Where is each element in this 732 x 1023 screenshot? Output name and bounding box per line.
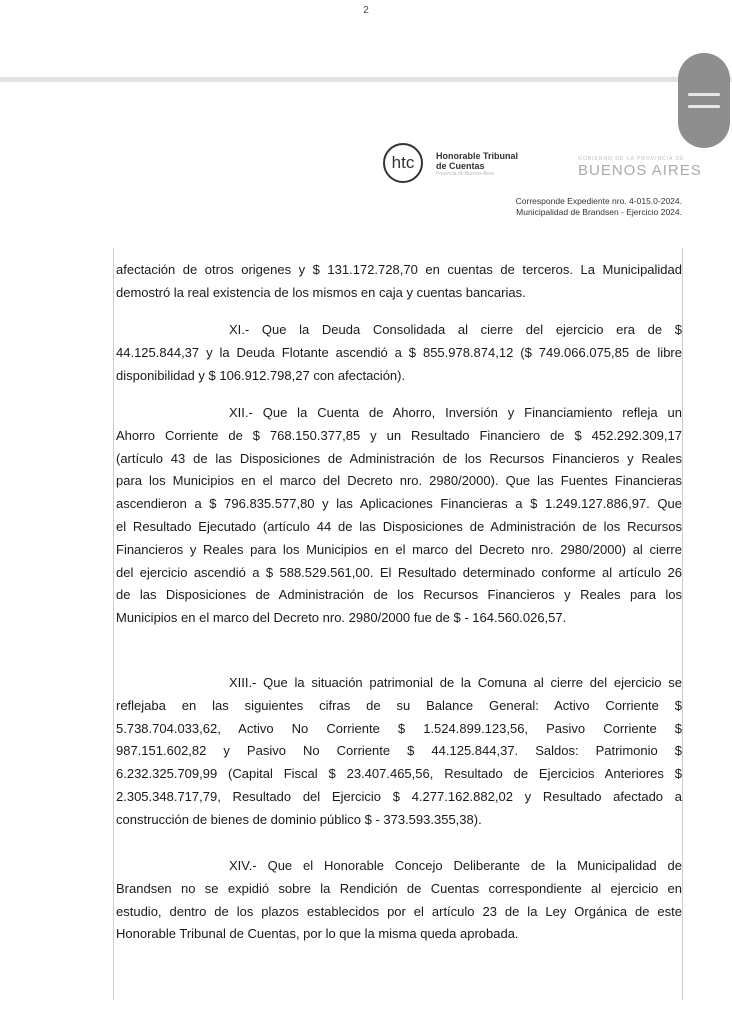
text-line: 6.232.325.709,99 (Capital Fiscal $ 23.407.465,56, Resultado de Ejercicios Anteriores $: [116, 766, 682, 782]
org-subtitle: Provincia de Buenos Aires: [436, 171, 495, 177]
text-line: XIV.- Que el Honorable Concejo Deliberante de la Municipalidad de: [229, 858, 682, 873]
text-line: Financieros y Reales para los Municipios en el marco del Decreto nro. 2980/2000) al cierre: [116, 541, 682, 557]
paragraph: [116, 319, 682, 387]
page-number: 2: [363, 5, 369, 16]
handle-grip-icon: [688, 93, 720, 96]
page-divider: [0, 77, 732, 82]
text-line: XIII.- Que la situación patrimonial de la Comuna al cierre del ejercicio se: [229, 675, 682, 690]
htc-logo-icon: htc: [383, 143, 423, 183]
handle-grip-icon: [688, 105, 720, 108]
text-line: Ahorro Corriente de $ 768.150.377,85 y un Resultado Financiero de $ 452.292.309,17: [116, 427, 682, 443]
text-line: (artículo 43 de las Disposiciones de Administración de los Recursos Financieros y Reales: [116, 450, 682, 466]
text-line: ascendieron a $ 796.835.577,80 y las Aplicaciones Financieras a $ 1.249.127.886,97. Que: [116, 496, 682, 512]
org-name: Honorable Tribunal de Cuentas: [436, 151, 519, 171]
text-line: Honorable Tribunal de Cuentas, por lo que la misma queda aprobada.: [116, 926, 519, 942]
file-reference: [516, 196, 682, 218]
text-line: estudio, dentro de los plazos establecidos por el artículo 23 de la Ley Orgánica de este: [116, 903, 682, 919]
text-line: XI.- Que la Deuda Consolidada al cierre del ejercicio era de $: [229, 322, 682, 337]
gov-small-text: GOBIERNO DE LA PROVINCIA DE: [578, 156, 685, 162]
paragraph: [116, 259, 682, 305]
gov-name: BUENOS AIRES: [578, 162, 702, 179]
margin-line-right: [682, 248, 683, 1000]
text-line: afectación de otros origenes y $ 131.172.728,70 en cuentas de terceros. La Municipalidad: [116, 262, 682, 277]
ref-line: Corresponde Expediente nro. 4-015.0-2024.: [515, 196, 682, 206]
text-line: Municipios en el marco del Decreto nro. 2980/2000 fue de $ - 164.560.026,57.: [116, 610, 567, 626]
margin-line-left: [113, 248, 114, 1000]
text-line: Brandsen no se expidió sobre la Rendición de Cuentas correspondiente al ejercicio en: [116, 880, 682, 896]
scroll-handle[interactable]: [678, 53, 730, 148]
paragraph: [116, 855, 682, 946]
text-line: reflejaba en las siguientes cifras de su Balance General: Activo Corriente $: [116, 697, 682, 713]
text-line: disponibilidad y $ 106.912.798,27 con afectación).: [116, 367, 406, 383]
text-line: 44.125.844,37 y la Deuda Flotante ascendió a $ 855.978.874,12 ($ 749.066.075,85 de libre: [116, 344, 682, 360]
ref-line: Municipalidad de Brandsen - Ejercicio 2024.: [516, 207, 682, 217]
text-line: 2.305.348.717,79, Resultado del Ejercicio $ 4.277.162.882,02 y Resultado afectado a: [116, 788, 682, 804]
text-line: de las Disposiciones de Administración de los Recursos Financieros y Reales para los: [116, 587, 682, 603]
text-line: XII.- Que la Cuenta de Ahorro, Inversión y Financiamiento refleja un: [229, 405, 682, 420]
text-line: el Resultado Ejecutado (artículo 44 de las Disposiciones de Administración de los Recursos: [116, 518, 682, 534]
text-line: del ejercicio ascendió a $ 588.529.561,00. El Resultado determinado conforme al artículo 26: [116, 564, 682, 580]
text-line: 987.151.602,82 y Pasivo No Corriente $ 44.125.844,37. Saldos: Patrimonio $: [116, 743, 682, 759]
text-line: construcción de bienes de dominio público $ - 373.593.355,38).: [116, 811, 482, 827]
text-line: para los Municipios en el marco del Decreto nro. 2980/2000). Que las Fuentes Financieras: [116, 473, 682, 489]
text-line: demostró la real existencia de los mismos en caja y cuentas bancarias.: [116, 284, 526, 300]
paragraph: [116, 402, 682, 630]
text-line: 5.738.704.033,62, Activo No Corriente $ 1.524.899.123,56, Pasivo Corriente $: [116, 720, 682, 736]
paragraph: [116, 672, 682, 832]
